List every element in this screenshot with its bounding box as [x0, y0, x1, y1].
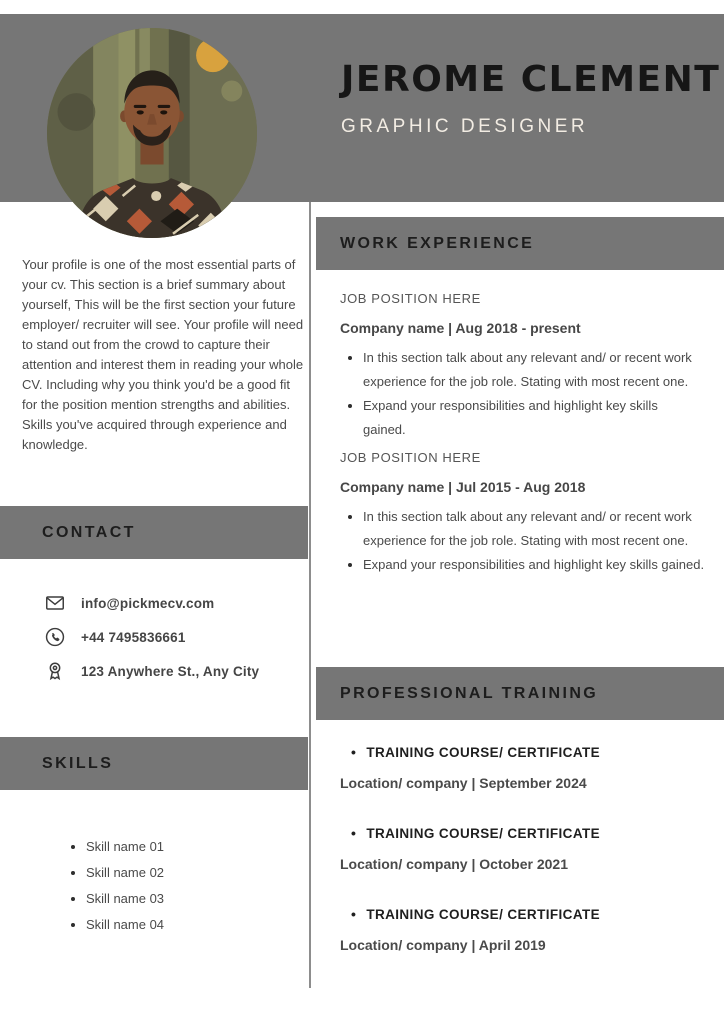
work-experience-body	[340, 291, 718, 577]
skill-item: • Skill name 04	[86, 912, 164, 938]
email-icon	[44, 592, 66, 614]
job-bullet: • Expand your responsibilities and highlight key skills gained.	[363, 394, 695, 442]
skills-section-bar	[0, 737, 308, 790]
location-icon	[44, 660, 66, 682]
professional-training-body	[340, 744, 722, 987]
job-bullets	[340, 505, 719, 577]
work-experience-section-bar	[316, 217, 724, 270]
contact-item-address	[44, 660, 294, 682]
bullet-dot: •	[351, 906, 357, 922]
job-company-dates: Company name | Jul 2015 - Aug 2018	[340, 479, 586, 495]
training-detail: Location/ company | April 2019	[340, 937, 546, 953]
skills-list	[68, 834, 164, 938]
contact-phone: +44 7495836661	[81, 629, 186, 645]
training-title: TRAINING COURSE/ CERTIFICATE	[366, 826, 601, 841]
training-title-row	[340, 825, 722, 842]
job-bullet: • Expand your responsibilities and highlight key skills gained.	[363, 553, 719, 577]
header-text	[341, 58, 720, 139]
skill-item: • Skill name 02	[86, 860, 164, 886]
skill-item: • Skill name 03	[86, 886, 164, 912]
contact-email: info@pickmecv.com	[81, 595, 215, 611]
person-role: GRAPHIC DESIGNER	[341, 116, 589, 137]
skills-heading: SKILLS	[42, 754, 114, 772]
person-name: JEROME CLEMENT	[341, 59, 721, 100]
training-title: TRAINING COURSE/ CERTIFICATE	[366, 907, 601, 922]
training-detail: Location/ company | September 2024	[340, 775, 587, 791]
training-title: TRAINING COURSE/ CERTIFICATE	[366, 745, 601, 760]
contact-item-phone	[44, 626, 294, 648]
professional-training-heading: PROFESSIONAL TRAINING	[340, 684, 599, 702]
phone-icon	[44, 626, 66, 648]
job-title: JOB POSITION HERE	[340, 291, 481, 306]
job-entry	[340, 450, 718, 577]
contact-address: 123 Anywhere St., Any City	[81, 663, 260, 679]
job-bullets	[340, 346, 695, 442]
job-entry	[340, 291, 718, 442]
skill-item: • Skill name 01	[86, 834, 164, 860]
job-bullet: • In this section talk about any relevant and/ or recent work experience for the job role. Stating with most recent one.	[363, 346, 695, 394]
contact-list	[44, 592, 294, 694]
job-company-dates: Company name | Aug 2018 - present	[340, 320, 581, 336]
portrait-illustration	[47, 28, 257, 238]
bullet-dot: •	[351, 744, 357, 760]
column-divider	[309, 202, 311, 988]
bullet-dot: •	[351, 825, 357, 841]
contact-section-bar	[0, 506, 308, 559]
profile-summary: Your profile is one of the most essential parts of your cv. This section is a brief summary about yourself, This will be the first section your future employer/ recruiter will see. Your profile will need to stand out from the crowd to capture their attention and interest them in reading your whole CV. Including why you think you'd be a good fit for the position mention strengths and abilities. Skills you've acquired through experience and knowledge.	[22, 257, 304, 452]
profile-photo	[47, 28, 257, 238]
training-title-row	[340, 744, 722, 761]
training-title-row	[340, 906, 722, 923]
contact-item-email	[44, 592, 294, 614]
training-detail: Location/ company | October 2021	[340, 856, 568, 872]
professional-training-section-bar	[316, 667, 724, 720]
job-bullet: • In this section talk about any relevant and/ or recent work experience for the job role. Stating with most recent one.	[363, 505, 719, 553]
contact-heading: CONTACT	[42, 523, 136, 541]
work-experience-heading: WORK EXPERIENCE	[340, 234, 535, 252]
job-title: JOB POSITION HERE	[340, 450, 481, 465]
